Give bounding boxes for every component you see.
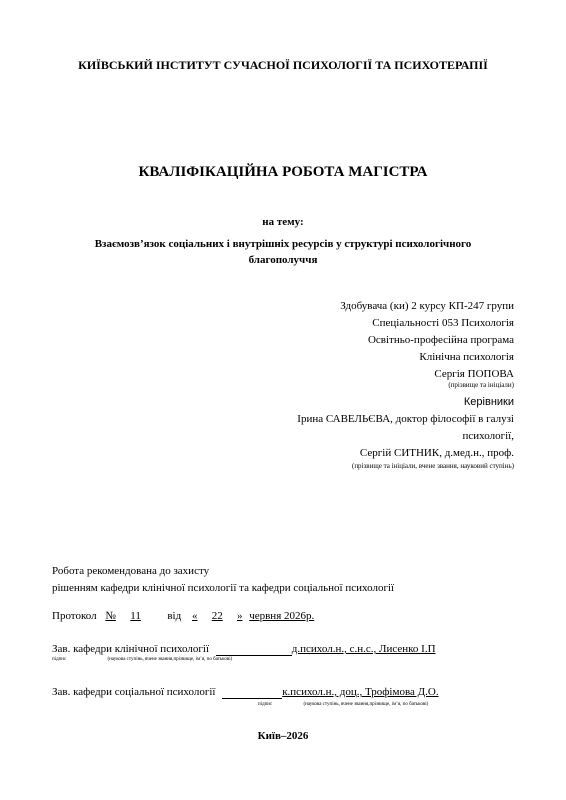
supervisor-line-2: психології,: [462, 430, 514, 442]
on-topic-label: на тему:: [262, 216, 304, 228]
head-clinical-caption-degree: (наукова ступінь, вчене звання,прізвище, ім’я, по батькові): [107, 657, 233, 662]
institute-name: КИЇВСЬКИЙ ІНСТИТУТ СУЧАСНОЇ ПСИХОЛОГІЇ ТА ПСИХОТЕРАПІЇ: [78, 58, 488, 72]
topic-line-1: Взаємозв’язок соціальних і внутрішніх ресурсів у структурі психологічного: [94, 238, 472, 250]
recommendation-line-2: рішенням кафедри клінічної психології та кафедри соціальної психології: [52, 582, 395, 594]
city-year: Київ–2026: [257, 730, 309, 742]
author-name: Сергія ПОПОВА: [434, 368, 514, 380]
topic-line-2: благополуччя: [248, 254, 318, 266]
author-name-caption: (прізвище та ініціали): [448, 381, 514, 389]
author-line-4: Клінічна психологія: [419, 351, 514, 363]
supervisors-caption: (прізвище та ініціали, вчене звання, науковий ступінь): [351, 462, 514, 470]
head-social-caption-sign: підпис: [258, 702, 273, 707]
supervisor-line-3: Сергій СИТНИК, д.мед.н., проф.: [359, 447, 514, 459]
recommendation-line-1: Робота рекомендована до захисту: [52, 565, 210, 577]
head-social-label: Зав. кафедри соціальної психології: [52, 686, 216, 698]
protocol-quote-close: »: [236, 610, 243, 622]
author-line-1: Здобувача (ки) 2 курсу КП-247 групи: [340, 300, 514, 312]
protocol-quote-open: «: [191, 610, 198, 622]
author-line-2: Спеціальності 053 Психологія: [372, 317, 514, 329]
protocol-from: від: [167, 610, 182, 622]
head-social-signature-line: [222, 686, 282, 699]
protocol-number-sign: №: [105, 610, 116, 622]
head-social-value: к.психол.н., доц., Трофімова Д.О.: [282, 686, 439, 698]
head-clinical-line: [52, 643, 436, 656]
head-social-caption-degree: (наукова ступінь, вчене звання,прізвище, ім’я, по батькові): [303, 702, 429, 707]
protocol-label: Протокол: [52, 610, 97, 622]
head-clinical-captions: [52, 657, 232, 662]
supervisors-label: Керівники: [463, 396, 514, 408]
head-clinical-label: Зав. кафедри клінічної психології: [52, 643, 210, 655]
head-clinical-value: д.психол.н., с.н.с., Лисенко І.П: [291, 643, 436, 655]
head-clinical-signature-line: [216, 643, 292, 656]
protocol-day: 22: [211, 610, 223, 622]
author-line-3: Освітньо-професійна програма: [367, 334, 514, 346]
work-title: КВАЛІФІКАЦІЙНА РОБОТА МАГІСТРА: [138, 164, 428, 180]
protocol-month-year: червня 2026р.: [249, 610, 315, 622]
head-clinical-caption-sign: підпис: [52, 657, 67, 662]
protocol-number: 11: [130, 610, 141, 622]
head-social-line: [52, 686, 439, 699]
head-social-captions: [258, 702, 428, 707]
supervisor-line-1: Ірина САВЕЛЬЄВА, доктор філософії в галузі: [297, 413, 514, 425]
protocol-line: [52, 610, 314, 622]
